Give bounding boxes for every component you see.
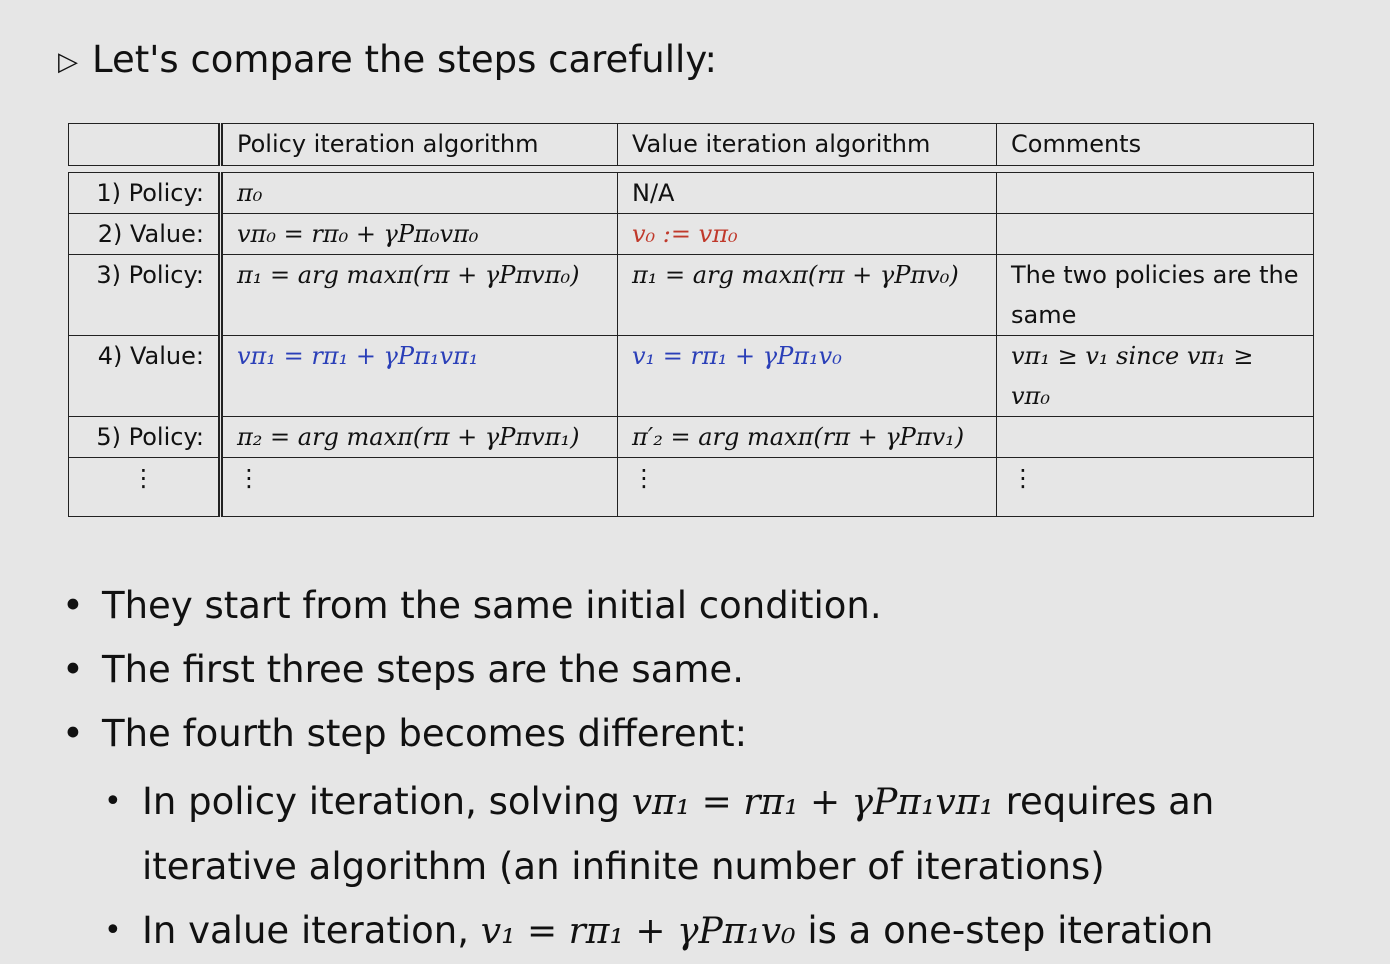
vertical-dots: ⋮ bbox=[632, 464, 656, 492]
comment-cell bbox=[997, 417, 1314, 458]
sub-bullet-list bbox=[104, 770, 1334, 964]
sub-bullet-text: In policy iteration, solving bbox=[142, 780, 632, 823]
sub-bullet-text: requires an iterative algorithm (an infinite number of iterations) bbox=[142, 780, 1215, 888]
bullet-list bbox=[62, 578, 882, 770]
row-label: 2) Value: bbox=[69, 214, 221, 255]
header-policy-iteration: Policy iteration algorithm bbox=[221, 124, 618, 166]
row-label: 3) Policy: bbox=[69, 255, 221, 336]
header-empty bbox=[69, 124, 221, 166]
sub-bullet-text: In value iteration, bbox=[142, 909, 481, 952]
slide-heading bbox=[58, 38, 717, 81]
sub-bullet-text: is a one-step iteration bbox=[795, 909, 1214, 952]
comment-cell: The two policies are the same bbox=[997, 255, 1314, 336]
header-comments: Comments bbox=[997, 124, 1314, 166]
pi-cell: π₀ bbox=[221, 173, 618, 214]
comment-cell bbox=[997, 214, 1314, 255]
vertical-dots: ⋮ bbox=[131, 464, 156, 492]
comparison-table bbox=[68, 123, 1314, 517]
heading-text: Let's compare the steps carefully: bbox=[92, 38, 717, 81]
vi-cell: N/A bbox=[618, 173, 997, 214]
comment-cell bbox=[997, 458, 1314, 517]
pi-cell: vπ₀ = rπ₀ + γPπ₀vπ₀ bbox=[221, 214, 618, 255]
row-label bbox=[69, 458, 221, 517]
pi-cell: π₁ = arg maxπ(rπ + γPπvπ₀) bbox=[221, 255, 618, 336]
table-row bbox=[69, 417, 1314, 458]
pi-cell: vπ₁ = rπ₁ + γPπ₁vπ₁ bbox=[221, 336, 618, 417]
pi-cell bbox=[221, 458, 618, 517]
vi-cell: v₀ := vπ₀ bbox=[618, 214, 997, 255]
row-label: 4) Value: bbox=[69, 336, 221, 417]
list-item bbox=[104, 770, 1334, 899]
table-row bbox=[69, 255, 1314, 336]
vertical-dots: ⋮ bbox=[237, 464, 261, 492]
vi-cell bbox=[618, 458, 997, 517]
list-item: • The fourth step becomes different: bbox=[62, 706, 882, 770]
vertical-dots: ⋮ bbox=[1011, 464, 1035, 492]
vi-cell: π₁ = arg maxπ(rπ + γPπv₀) bbox=[618, 255, 997, 336]
header-value-iteration: Value iteration algorithm bbox=[618, 124, 997, 166]
vi-cell: v₁ = rπ₁ + γPπ₁v₀ bbox=[618, 336, 997, 417]
comment-cell: vπ₁ ≥ v₁ since vπ₁ ≥ vπ₀ bbox=[997, 336, 1314, 417]
row-label: 1) Policy: bbox=[69, 173, 221, 214]
table-row bbox=[69, 336, 1314, 417]
list-item: • They start from the same initial condition. bbox=[62, 578, 882, 642]
sub-bullet-math: vπ₁ = rπ₁ + γPπ₁vπ₁ bbox=[631, 782, 994, 823]
table-row bbox=[69, 214, 1314, 255]
pi-cell: π₂ = arg maxπ(rπ + γPπvπ₁) bbox=[221, 417, 618, 458]
vi-cell: π′₂ = arg maxπ(rπ + γPπv₁) bbox=[618, 417, 997, 458]
row-label: 5) Policy: bbox=[69, 417, 221, 458]
list-item: • The first three steps are the same. bbox=[62, 642, 882, 706]
sub-bullet-math: v₁ = rπ₁ + γPπ₁v₀ bbox=[480, 911, 796, 952]
comment-cell bbox=[997, 173, 1314, 214]
table-row bbox=[69, 173, 1314, 214]
table-header-row bbox=[69, 124, 1314, 166]
table-row bbox=[69, 458, 1314, 517]
triangle-bullet-icon: ▷ bbox=[58, 46, 78, 77]
list-item bbox=[104, 899, 1334, 964]
